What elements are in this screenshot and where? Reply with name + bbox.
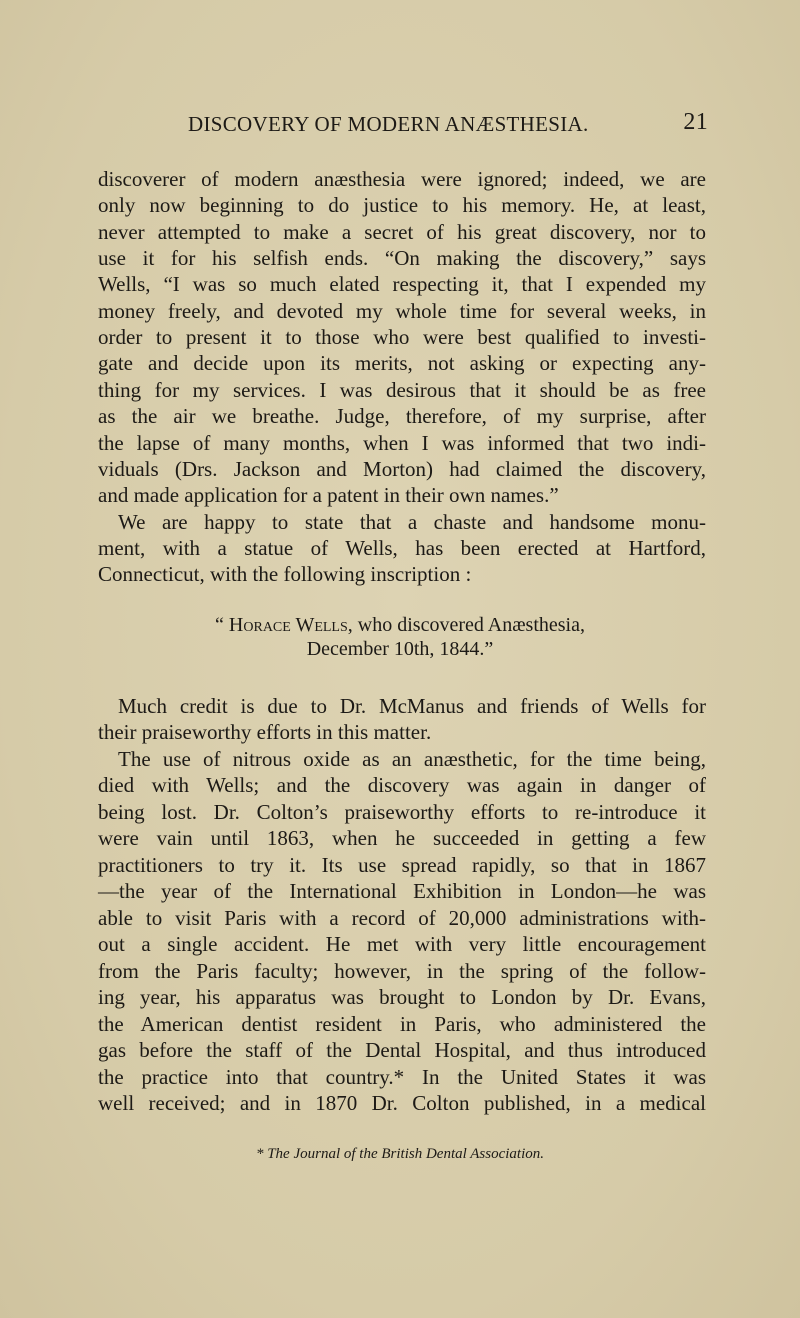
running-header xyxy=(188,109,708,140)
text-line-content: The use of nitrous oxide as an anæsthetic, for the time being, xyxy=(118,746,706,771)
text-line-content: only now beginning to do justice to his memory. He, at least, xyxy=(98,193,706,218)
text-line-content: never attempted to make a secret of his great discovery, nor to xyxy=(98,219,706,244)
text-line xyxy=(98,482,706,508)
text-line xyxy=(98,324,706,350)
text-line xyxy=(98,245,706,271)
text-line-content: the practice into that country.* In the United States it was xyxy=(98,1064,706,1089)
text-line xyxy=(98,219,706,245)
text-line-content: being lost. Dr. Colton’s praiseworthy efforts to re-introduce it xyxy=(98,799,706,824)
text-line xyxy=(98,772,706,798)
text-line-content: well received; and in 1870 Dr. Colton published, in a medical xyxy=(98,1091,706,1116)
text-line-content: the American dentist resident in Paris, who administered the xyxy=(98,1011,706,1036)
text-line xyxy=(98,878,706,904)
text-line-content: Connecticut, with the following inscription : xyxy=(98,562,472,587)
text-line-content: practitioners to try it. Its use spread rapidly, so that in 1867 xyxy=(98,852,706,877)
inscription-line-2: December 10th, 1844.” xyxy=(306,638,494,660)
text-line-content: discoverer of modern anæsthesia were ignored; indeed, we are xyxy=(98,167,706,191)
page-number: 21 xyxy=(683,109,708,135)
text-line xyxy=(98,298,706,324)
text-line xyxy=(98,984,706,1010)
text-line-content: out a single accident. He met with very little encouragement xyxy=(98,932,706,957)
text-line-content: thing for my services. I was desirous that it should be as free xyxy=(98,377,706,402)
text-line-content: their praiseworthy efforts in this matter. xyxy=(98,720,432,745)
footnote: * The Journal of the British Dental Association. xyxy=(255,1146,545,1162)
text-line xyxy=(98,377,706,403)
inscription-text: , who discovered Anæsthesia, xyxy=(347,614,585,636)
text-line-content: as the air we breathe. Judge, therefore, of my surprise, after xyxy=(98,404,706,429)
text-line xyxy=(98,1090,706,1116)
text-line-content: died with Wells; and the discovery was again in danger of xyxy=(98,773,706,798)
text-line xyxy=(98,271,706,297)
chapter-title: DISCOVERY OF MODERN ANÆSTHESIA. xyxy=(188,112,589,136)
text-line xyxy=(98,561,706,587)
text-line xyxy=(98,1037,706,1063)
text-line-content: ing year, his apparatus was brought to London by Dr. Evans, xyxy=(98,985,706,1010)
text-line xyxy=(98,1011,706,1037)
text-line xyxy=(98,719,706,745)
text-line xyxy=(98,931,706,957)
text-line xyxy=(118,509,706,535)
inscription-line-1 xyxy=(0,613,800,637)
text-line xyxy=(98,958,706,984)
text-line xyxy=(98,1064,706,1090)
text-line-content: We are happy to state that a chaste and handsome monu- xyxy=(118,509,706,534)
text-line-content: able to visit Paris with a record of 20,000 administrations with- xyxy=(98,905,706,930)
text-line xyxy=(98,799,706,825)
text-line xyxy=(98,535,706,561)
text-line-content: Wells, “I was so much elated respecting it, that I expended my xyxy=(98,272,706,297)
text-line-content: were vain until 1863, when he succeeded in getting a few xyxy=(98,826,706,851)
text-line xyxy=(98,192,706,218)
text-line-content: the lapse of many months, when I was informed that two indi- xyxy=(98,430,706,455)
open-quote: “ xyxy=(215,614,229,636)
text-line xyxy=(98,166,706,192)
text-line xyxy=(98,430,706,456)
text-line-content: use it for his selfish ends. “On making the discovery,” says xyxy=(98,246,706,271)
text-line xyxy=(98,403,706,429)
text-line-content: Much credit is due to Dr. McManus and friends of Wells for xyxy=(118,694,706,718)
text-line-content: and made application for a patent in their own names.” xyxy=(98,483,559,508)
text-line xyxy=(98,456,706,482)
text-line-content: gas before the staff of the Dental Hospital, and thus introduced xyxy=(98,1038,706,1063)
text-line-content: money freely, and devoted my whole time for several weeks, in xyxy=(98,298,706,323)
text-line-content: from the Paris faculty; however, in the spring of the follow- xyxy=(98,958,706,983)
text-line xyxy=(118,693,706,719)
text-line xyxy=(98,905,706,931)
text-line xyxy=(118,746,706,772)
text-line-content: —the year of the International Exhibition in London—he was xyxy=(98,879,706,904)
text-line-content: viduals (Drs. Jackson and Morton) had claimed the discovery, xyxy=(98,456,706,481)
text-line xyxy=(98,350,706,376)
text-line xyxy=(98,852,706,878)
text-line-content: ment, with a statue of Wells, has been erected at Hartford, xyxy=(98,535,706,560)
text-line xyxy=(98,825,706,851)
text-line-content: order to present it to those who were best qualified to investi- xyxy=(98,325,706,350)
text-line-content: gate and decide upon its merits, not asking or expecting any- xyxy=(98,351,706,376)
inscription-name: Horace Wells xyxy=(228,614,348,636)
